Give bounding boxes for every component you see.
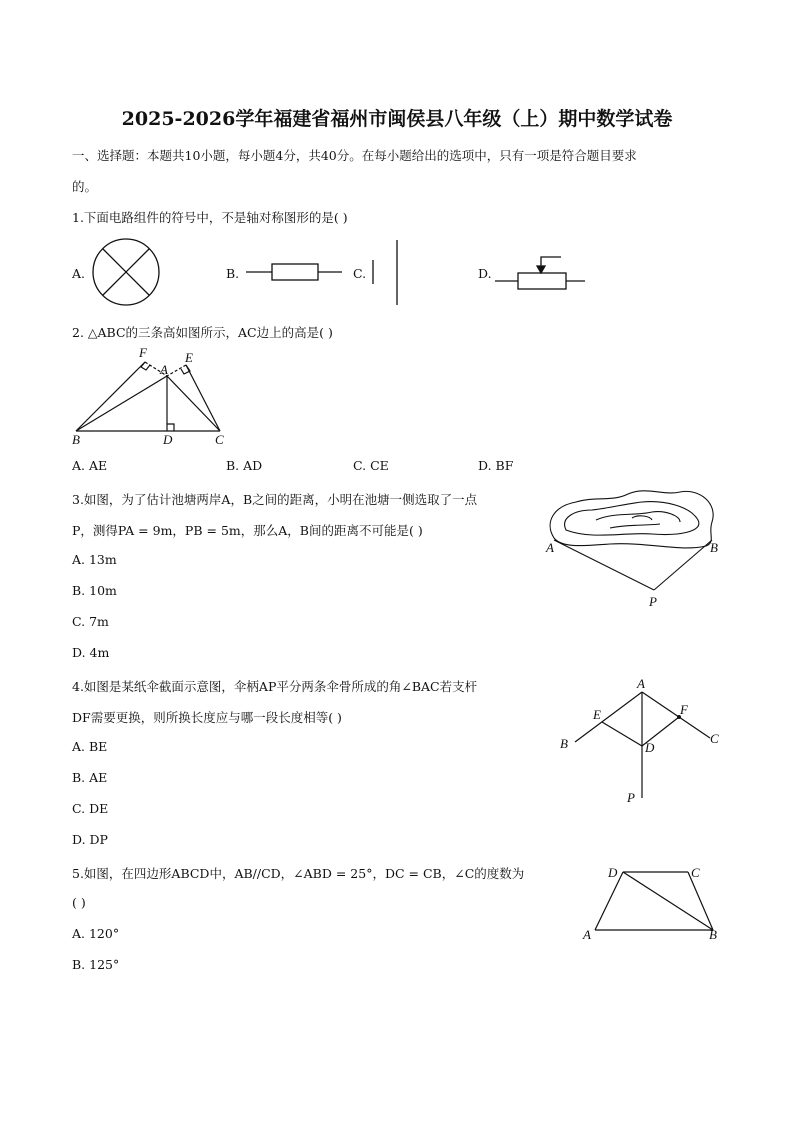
section-instructions-line2: 的。 [72,179,98,194]
label-D: D [645,740,655,755]
label-P: P [627,790,635,805]
label-D: D [163,432,173,447]
label-F: F [680,702,688,717]
q4-option-d: D. DP [72,832,108,847]
label-C: C [691,865,700,880]
q4-option-b: B. AE [72,770,108,785]
q2-option-b: B. AD [226,458,263,473]
q4-umbrella-figure [550,672,730,812]
q1-figures [0,230,794,310]
q1-stem: 1.下面电路组件的符号中，不是轴对称图形的是( ) [72,210,348,225]
q3-stem-line2: P，测得PA = 9m，PB = 5m，那么A，B间的距离不可能是( ) [72,523,423,538]
resistor-symbol-icon [246,264,342,280]
q3-option-b: B. 10m [72,583,117,598]
q1-option-d: D. [478,266,492,281]
q5-stem-line1: 5.如图，在四边形ABCD中，AB//CD，∠ABD = 25°，DC = CB，∠C的度数为 [72,866,525,881]
q3-pond-figure [540,482,730,612]
label-A: A [637,676,645,691]
q3-option-d: D. 4m [72,645,110,660]
q5-stem-line2: ( ) [72,895,86,910]
label-B: B [560,736,568,751]
label-B: B [710,540,718,555]
q1-option-a: A. [72,266,86,281]
q1-option-c: C. [353,266,367,281]
q5-option-a: A. 120° [72,926,120,941]
q5-quadrilateral-figure [575,858,735,948]
q2-stem: 2. △ABC的三条高如图所示，AC边上的高是( ) [72,325,333,340]
label-E: E [593,707,601,722]
label-C: C [710,731,719,746]
label-P: P [649,594,657,609]
label-D: D [608,865,618,880]
q3-option-c: C. 7m [72,614,109,629]
q4-option-a: A. BE [72,739,108,754]
section-instructions-line1: 一、选择题：本题共10小题，每小题4分，共40分。在每小题给出的选项中，只有一项是符合题目要求 [72,148,637,163]
q2-option-a: A. AE [72,458,108,473]
page-title: 2025-2026学年福建省福州市闽侯县八年级（上）期中数学试卷 [121,108,673,130]
q3-option-a: A. 13m [72,552,117,567]
label-A: A [160,362,168,377]
q4-option-c: C. DE [72,801,109,816]
q1-option-b: B. [226,266,240,281]
label-C: C [215,432,224,447]
capacitor-symbol-icon [373,240,397,305]
q4-stem-line1: 4.如图是某纸伞截面示意图，伞柄AP平分两条伞骨所成的角∠BAC若支杆 [72,679,478,694]
label-E: E [185,350,193,365]
q2-option-d: D. BF [478,458,514,473]
lamp-symbol-icon [93,239,159,305]
label-B: B [72,432,80,447]
rheostat-symbol-icon [495,257,585,289]
label-A: A [546,540,554,555]
q2-option-c: C. CE [353,458,389,473]
label-F: F [139,345,147,360]
q4-stem-line2: DF需要更换，则所换长度应与哪一段长度相等( ) [72,710,342,725]
label-A: A [583,927,591,942]
label-B: B [709,927,717,942]
q5-option-b: B. 125° [72,957,120,972]
q2-triangle-figure [60,340,260,450]
q3-stem-line1: 3.如图，为了估计池塘两岸A，B之间的距离，小明在池塘一侧选取了一点 [72,492,478,507]
